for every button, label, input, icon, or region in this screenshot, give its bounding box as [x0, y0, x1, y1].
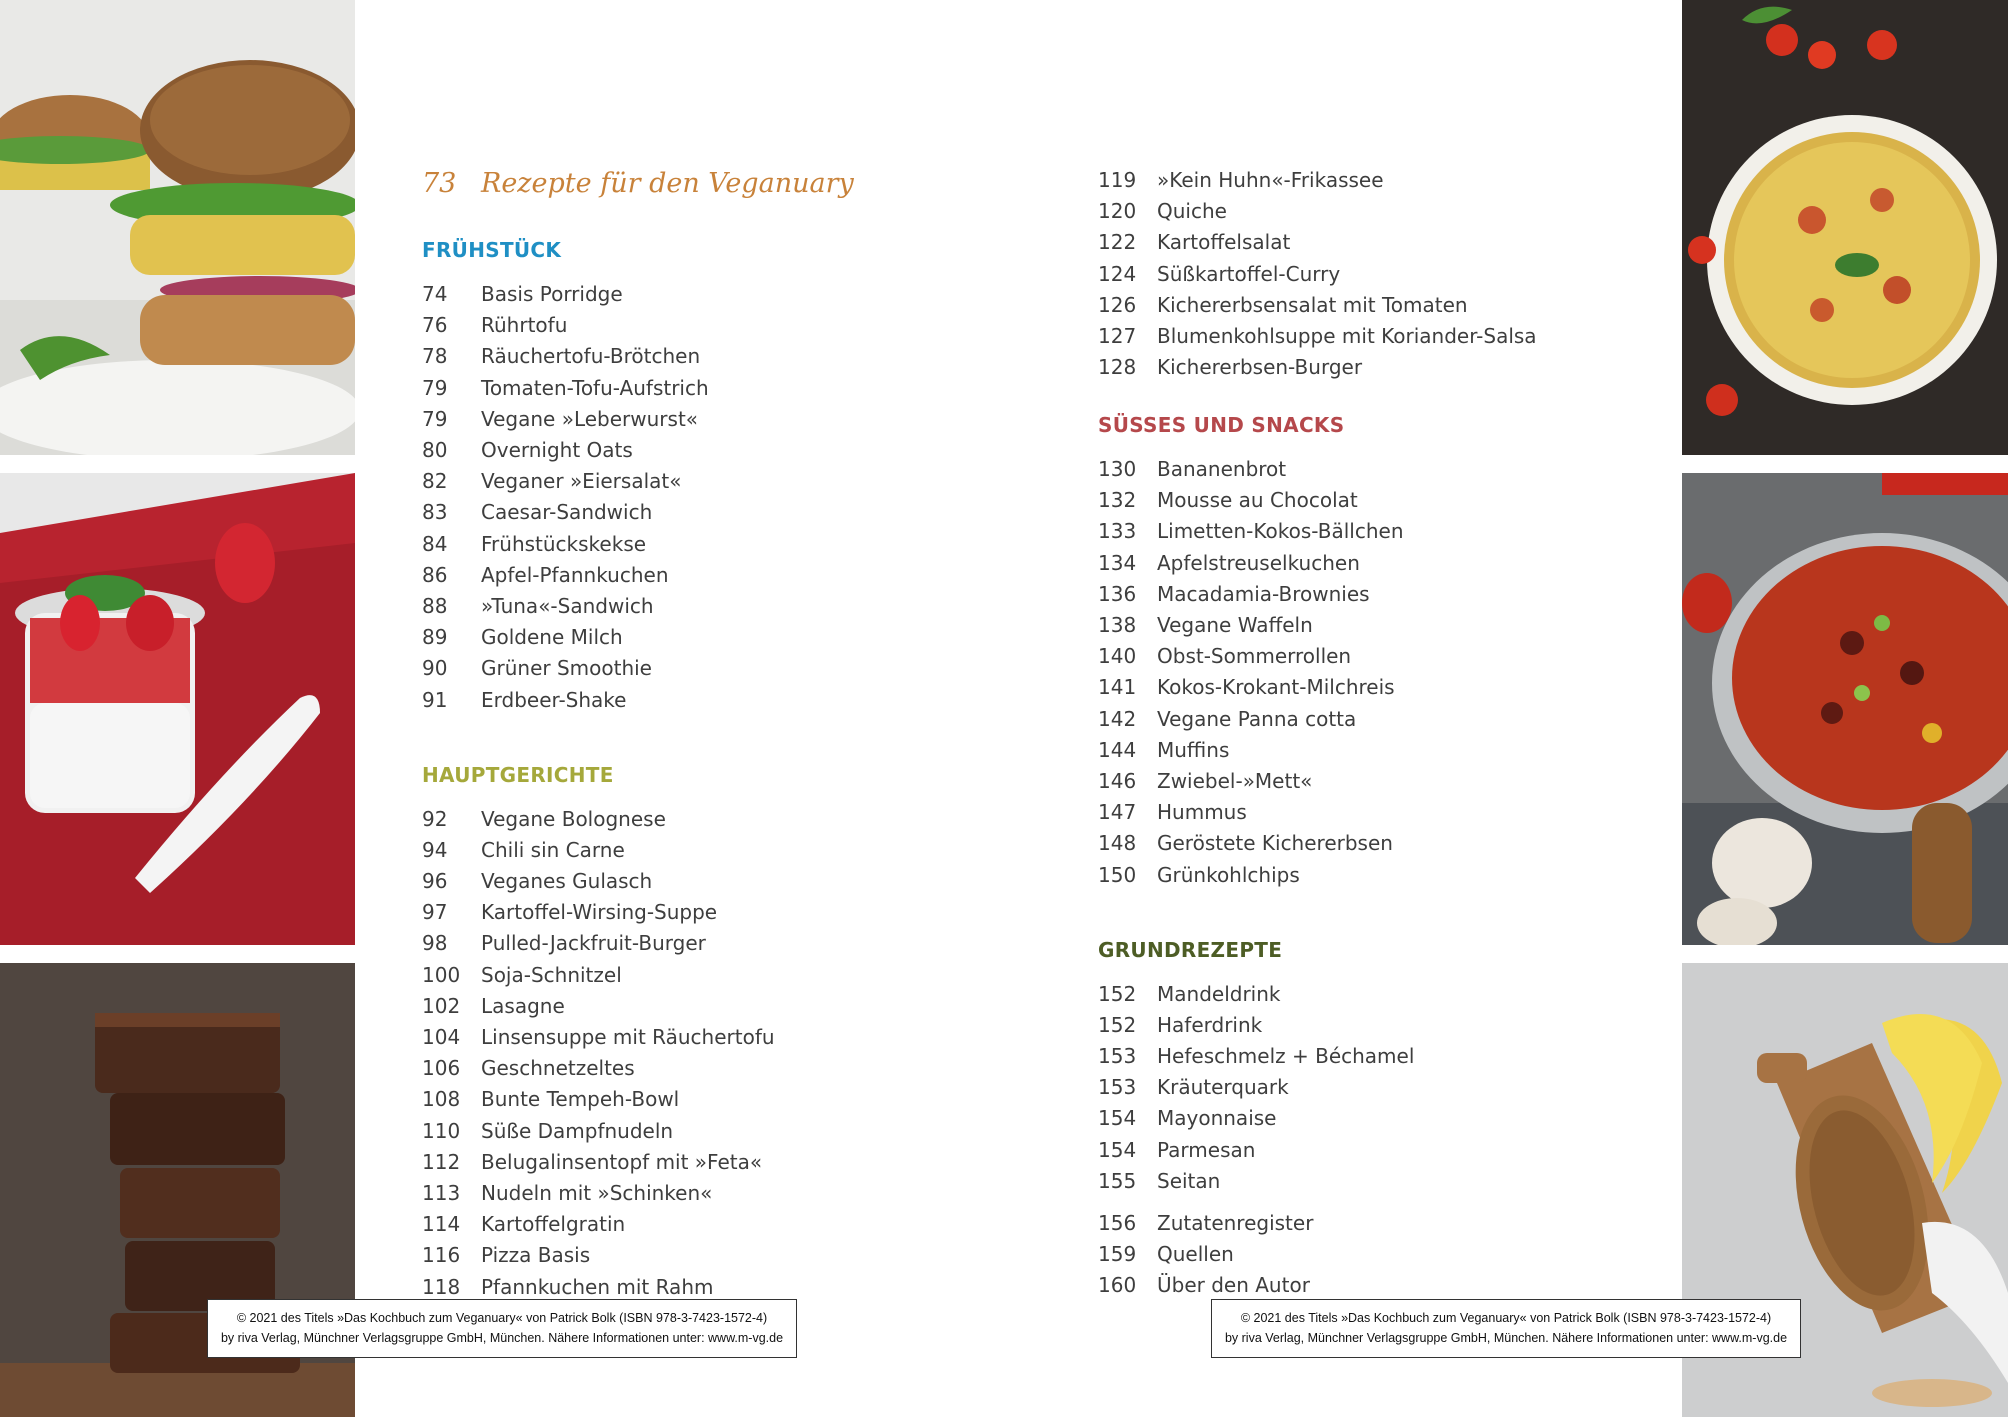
toc-page-number: 155 [1098, 1168, 1137, 1193]
toc-recipe-title: Veganes Gulasch [481, 869, 653, 893]
toc-page-number: 76 [422, 313, 448, 338]
toc-entry [1098, 982, 1280, 1006]
toc-page-number: 116 [422, 1243, 461, 1268]
toc-page-number: 128 [1098, 355, 1137, 380]
toc-recipe-title: Süße Dampfnudeln [481, 1118, 674, 1143]
toc-entry [1098, 519, 1404, 543]
toc-page-number: 113 [422, 1181, 461, 1205]
copyright-line-2: by riva Verlag, Münchner Verlagsgruppe GmbH, München. Nähere Informationen unter: www.m-vg.de [1224, 1331, 1788, 1345]
toc-recipe-title: Süßkartoffel-Curry [1157, 261, 1341, 286]
toc-entry [1098, 230, 1290, 254]
toc-page-number: 91 [422, 687, 448, 712]
toc-page-number: 153 [1098, 1044, 1137, 1068]
toc-recipe-title: Pulled-Jackfruit-Burger [481, 931, 706, 956]
toc-page-number: 74 [422, 282, 448, 306]
toc-entry [422, 900, 717, 924]
toc-entry [1098, 1138, 1255, 1162]
toc-page-number: 154 [1098, 1137, 1137, 1162]
toc-entry [1098, 707, 1356, 731]
toc-entry [1098, 262, 1340, 286]
toc-entry [422, 1150, 762, 1174]
toc-entry [1098, 644, 1351, 668]
toc-entry [422, 594, 654, 618]
toc-recipe-title: Erdbeer-Shake [481, 687, 627, 712]
toc-entry [422, 376, 709, 400]
toc-recipe-title: Blumenkohlsuppe mit Koriander-Salsa [1157, 324, 1537, 348]
toc-recipe-title: Basis Porridge [481, 282, 623, 306]
toc-entry [422, 994, 565, 1018]
toc-page-number: 120 [1098, 199, 1137, 224]
toc-recipe-title: Apfel-Pfannkuchen [481, 562, 669, 587]
toc-recipe-title: Muffins [1157, 737, 1230, 762]
copyright-notice-right [1211, 1299, 1801, 1358]
toc-recipe-title: Tomaten-Tofu-Aufstrich [481, 375, 709, 400]
toc-page-number: 142 [1098, 706, 1137, 731]
toc-entry [422, 963, 622, 987]
toc-entry [422, 1056, 635, 1080]
toc-recipe-title: Belugalinsentopf mit »Feta« [481, 1149, 763, 1174]
toc-entry [1098, 1044, 1414, 1068]
toc-entry [422, 469, 681, 493]
toc-page-number: 79 [422, 406, 448, 431]
toc-recipe-title: Geröstete Kichererbsen [1157, 831, 1393, 856]
toc-page-number: 152 [1098, 981, 1137, 1006]
toc-entry [422, 1087, 679, 1111]
toc-page-number: 134 [1098, 550, 1137, 575]
toc-page-number: 78 [422, 344, 448, 369]
toc-entry [422, 931, 706, 955]
section-heading: FRÜHSTÜCK [422, 238, 562, 262]
toc-recipe-title: Pfannkuchen mit Rahm [481, 1274, 714, 1299]
toc-recipe-title: Soja-Schnitzel [481, 962, 622, 987]
toc-entry [1098, 863, 1300, 887]
toc-recipe-title: Grünkohlchips [1157, 862, 1300, 887]
toc-recipe-title: Geschnetzeltes [481, 1056, 635, 1081]
toc-page-number: 98 [422, 931, 448, 956]
toc-entry [422, 532, 646, 556]
toc-recipe-title: Apfelstreuselkuchen [1157, 550, 1360, 575]
toc-page-number: 84 [422, 531, 448, 556]
photo-burger [0, 0, 355, 455]
toc-page-number: 138 [1098, 613, 1137, 637]
toc-page-number: 160 [1098, 1273, 1137, 1298]
toc-recipe-title: Vegane Bolognese [481, 806, 666, 831]
toc-entry [1098, 675, 1395, 699]
toc-recipe-title: Mousse au Chocolat [1157, 488, 1358, 513]
toc-recipe-title: Kichererbsensalat mit Tomaten [1157, 292, 1468, 317]
toc-entry [1098, 613, 1313, 637]
photo-chili [1682, 473, 2008, 945]
toc-recipe-title: Vegane Panna cotta [1157, 706, 1357, 731]
photo-quiche [1682, 0, 2008, 455]
section-heading: SÜSSES UND SNACKS [1098, 413, 1345, 437]
toc-page-number: 124 [1098, 261, 1137, 286]
toc-page-number: 119 [1098, 168, 1137, 192]
toc-page-number: 90 [422, 656, 448, 681]
toc-entry [422, 656, 652, 680]
toc-recipe-title: Zutatenregister [1157, 1211, 1314, 1235]
toc-recipe-title: Nudeln mit »Schinken« [481, 1181, 713, 1205]
toc-page-number: 148 [1098, 831, 1137, 856]
copyright-line-2: by riva Verlag, Münchner Verlagsgruppe GmbH, München. Nähere Informationen unter: www.m-vg.de [220, 1331, 784, 1345]
toc-entry [422, 1243, 590, 1267]
toc-recipe-title: Caesar-Sandwich [481, 500, 653, 525]
toc-page-number: 92 [422, 806, 448, 831]
chapter-title: Rezepte für den Veganuary [481, 168, 854, 199]
toc-recipe-title: Hefeschmelz + Béchamel [1157, 1044, 1415, 1068]
copyright-line-1: © 2021 des Titels »Das Kochbuch zum Veganuary« von Patrick Bolk (ISBN 978-3-7423-1572-4) [1240, 1311, 1772, 1325]
toc-entry [1098, 1106, 1276, 1130]
toc-entry [1098, 293, 1468, 317]
toc-page-number: 144 [1098, 737, 1137, 762]
copyright-line-1: © 2021 des Titels »Das Kochbuch zum Veganuary« von Patrick Bolk (ISBN 978-3-7423-1572-4) [236, 1311, 768, 1325]
toc-recipe-title: Chili sin Carne [481, 837, 625, 862]
chapter-heading [422, 168, 854, 199]
toc-entry [1098, 1242, 1234, 1266]
toc-entry [422, 563, 669, 587]
toc-entry [1098, 488, 1358, 512]
toc-page-number: 153 [1098, 1075, 1137, 1100]
toc-entry [422, 1119, 673, 1143]
toc-recipe-title: »Kein Huhn«-Frikassee [1157, 168, 1384, 192]
toc-entry [1098, 738, 1229, 762]
toc-page-number: 159 [1098, 1242, 1137, 1267]
toc-entry [1098, 769, 1312, 793]
toc-entry [422, 1212, 625, 1236]
toc-page-number: 133 [1098, 519, 1137, 544]
toc-page-number: 94 [422, 837, 448, 862]
toc-page-number: 88 [422, 594, 448, 618]
toc-recipe-title: Kräuterquark [1157, 1075, 1289, 1100]
toc-recipe-title: Linsensuppe mit Räuchertofu [481, 1025, 775, 1049]
toc-entry [1098, 551, 1360, 575]
toc-page-number: 97 [422, 900, 448, 925]
toc-page-number: 108 [422, 1087, 461, 1112]
toc-recipe-title: Mayonnaise [1157, 1106, 1277, 1131]
toc-page-number: 89 [422, 625, 448, 650]
toc-recipe-title: Grüner Smoothie [481, 656, 652, 681]
photo-strawberry-dessert [0, 473, 355, 945]
toc-recipe-title: Goldene Milch [481, 625, 623, 650]
toc-recipe-title: Kartoffelsalat [1157, 230, 1291, 255]
toc-entry [422, 838, 625, 862]
toc-page-number: 146 [1098, 769, 1137, 793]
toc-recipe-title: Vegane »Leberwurst« [481, 406, 699, 431]
toc-recipe-title: Obst-Sommerrollen [1157, 644, 1352, 669]
toc-entry [1098, 355, 1362, 379]
toc-entry [422, 282, 623, 306]
toc-page-number: 110 [422, 1118, 461, 1143]
toc-page-number: 152 [1098, 1012, 1137, 1037]
toc-recipe-title: Kartoffelgratin [481, 1212, 626, 1237]
toc-page-number: 154 [1098, 1106, 1137, 1131]
toc-entry [1098, 1075, 1289, 1099]
toc-recipe-title: Rührtofu [481, 313, 568, 338]
toc-entry [1098, 1273, 1310, 1297]
toc-entry [1098, 1169, 1220, 1193]
toc-recipe-title: Lasagne [481, 993, 565, 1018]
toc-recipe-title: Bunte Tempeh-Bowl [481, 1087, 680, 1112]
toc-page-number: 96 [422, 869, 448, 893]
toc-recipe-title: Macadamia-Brownies [1157, 581, 1370, 606]
section-heading: HAUPTGERICHTE [422, 762, 614, 787]
toc-recipe-title: Limetten-Kokos-Bällchen [1157, 519, 1404, 544]
toc-page-number: 132 [1098, 488, 1137, 513]
toc-page-number: 114 [422, 1212, 461, 1237]
toc-entry [422, 688, 626, 712]
toc-page-number: 127 [1098, 324, 1137, 348]
toc-entry [1098, 199, 1227, 223]
section-heading: GRUNDREZEPTE [1098, 937, 1283, 962]
toc-page-number: 147 [1098, 800, 1137, 825]
toc-recipe-title: Parmesan [1157, 1137, 1256, 1162]
toc-recipe-title: Vegane Waffeln [1157, 613, 1313, 637]
toc-page-number: 140 [1098, 644, 1137, 669]
toc-recipe-title: »Tuna«-Sandwich [481, 594, 654, 618]
toc-page-number: 156 [1098, 1211, 1137, 1235]
toc-recipe-title: Kartoffel-Wirsing-Suppe [481, 900, 718, 925]
toc-page-number: 118 [422, 1274, 461, 1299]
toc-recipe-title: Zwiebel-»Mett« [1157, 769, 1313, 793]
toc-entry [422, 1275, 713, 1299]
toc-recipe-title: Seitan [1157, 1168, 1221, 1193]
toc-page-number: 80 [422, 438, 448, 462]
toc-recipe-title: Frühstückskekse [481, 531, 647, 556]
toc-recipe-title: Pizza Basis [481, 1243, 591, 1268]
toc-entry [422, 869, 652, 893]
toc-page-number: 136 [1098, 581, 1137, 606]
toc-recipe-title: Quellen [1157, 1242, 1234, 1267]
toc-entry [1098, 457, 1286, 481]
chapter-page-number: 73 [422, 168, 457, 199]
toc-entry [422, 344, 700, 368]
toc-page-number: 141 [1098, 675, 1137, 700]
toc-recipe-title: Mandeldrink [1157, 981, 1281, 1006]
toc-page-number: 130 [1098, 457, 1137, 481]
toc-entry [422, 407, 698, 431]
toc-page-number: 82 [422, 469, 448, 494]
toc-entry [1098, 831, 1393, 855]
toc-entry [1098, 1013, 1262, 1037]
toc-entry [1098, 168, 1384, 192]
toc-page-number: 150 [1098, 862, 1137, 887]
toc-entry [1098, 1211, 1313, 1235]
copyright-notice-left [207, 1299, 797, 1358]
toc-recipe-title: Kichererbsen-Burger [1157, 355, 1363, 380]
toc-recipe-title: Hummus [1157, 800, 1247, 825]
toc-page-number: 112 [422, 1149, 461, 1174]
toc-entry [422, 313, 567, 337]
toc-entry [422, 1025, 775, 1049]
toc-entry [422, 807, 666, 831]
toc-recipe-title: Overnight Oats [481, 438, 633, 462]
toc-entry [422, 1181, 712, 1205]
toc-page-number: 79 [422, 375, 448, 400]
toc-page-number: 106 [422, 1056, 461, 1081]
toc-page-number: 86 [422, 562, 448, 587]
toc-entry [1098, 324, 1537, 348]
toc-page-number: 83 [422, 500, 448, 525]
toc-page-number: 126 [1098, 292, 1137, 317]
toc-recipe-title: Räuchertofu-Brötchen [481, 344, 701, 369]
toc-recipe-title: Haferdrink [1157, 1012, 1263, 1037]
toc-recipe-title: Veganer »Eiersalat« [481, 469, 682, 494]
toc-recipe-title: Bananenbrot [1157, 457, 1287, 481]
toc-recipe-title: Über den Autor [1157, 1273, 1310, 1298]
toc-recipe-title: Quiche [1157, 199, 1227, 224]
toc-entry [422, 438, 633, 462]
toc-entry [1098, 582, 1370, 606]
toc-recipe-title: Kokos-Krokant-Milchreis [1157, 675, 1395, 700]
toc-entry [1098, 800, 1247, 824]
toc-entry [422, 625, 623, 649]
toc-page-number: 122 [1098, 230, 1137, 255]
toc-page-number: 102 [422, 993, 461, 1018]
toc-page-number: 100 [422, 962, 461, 987]
toc-entry [422, 500, 652, 524]
toc-page-number: 104 [422, 1025, 461, 1049]
